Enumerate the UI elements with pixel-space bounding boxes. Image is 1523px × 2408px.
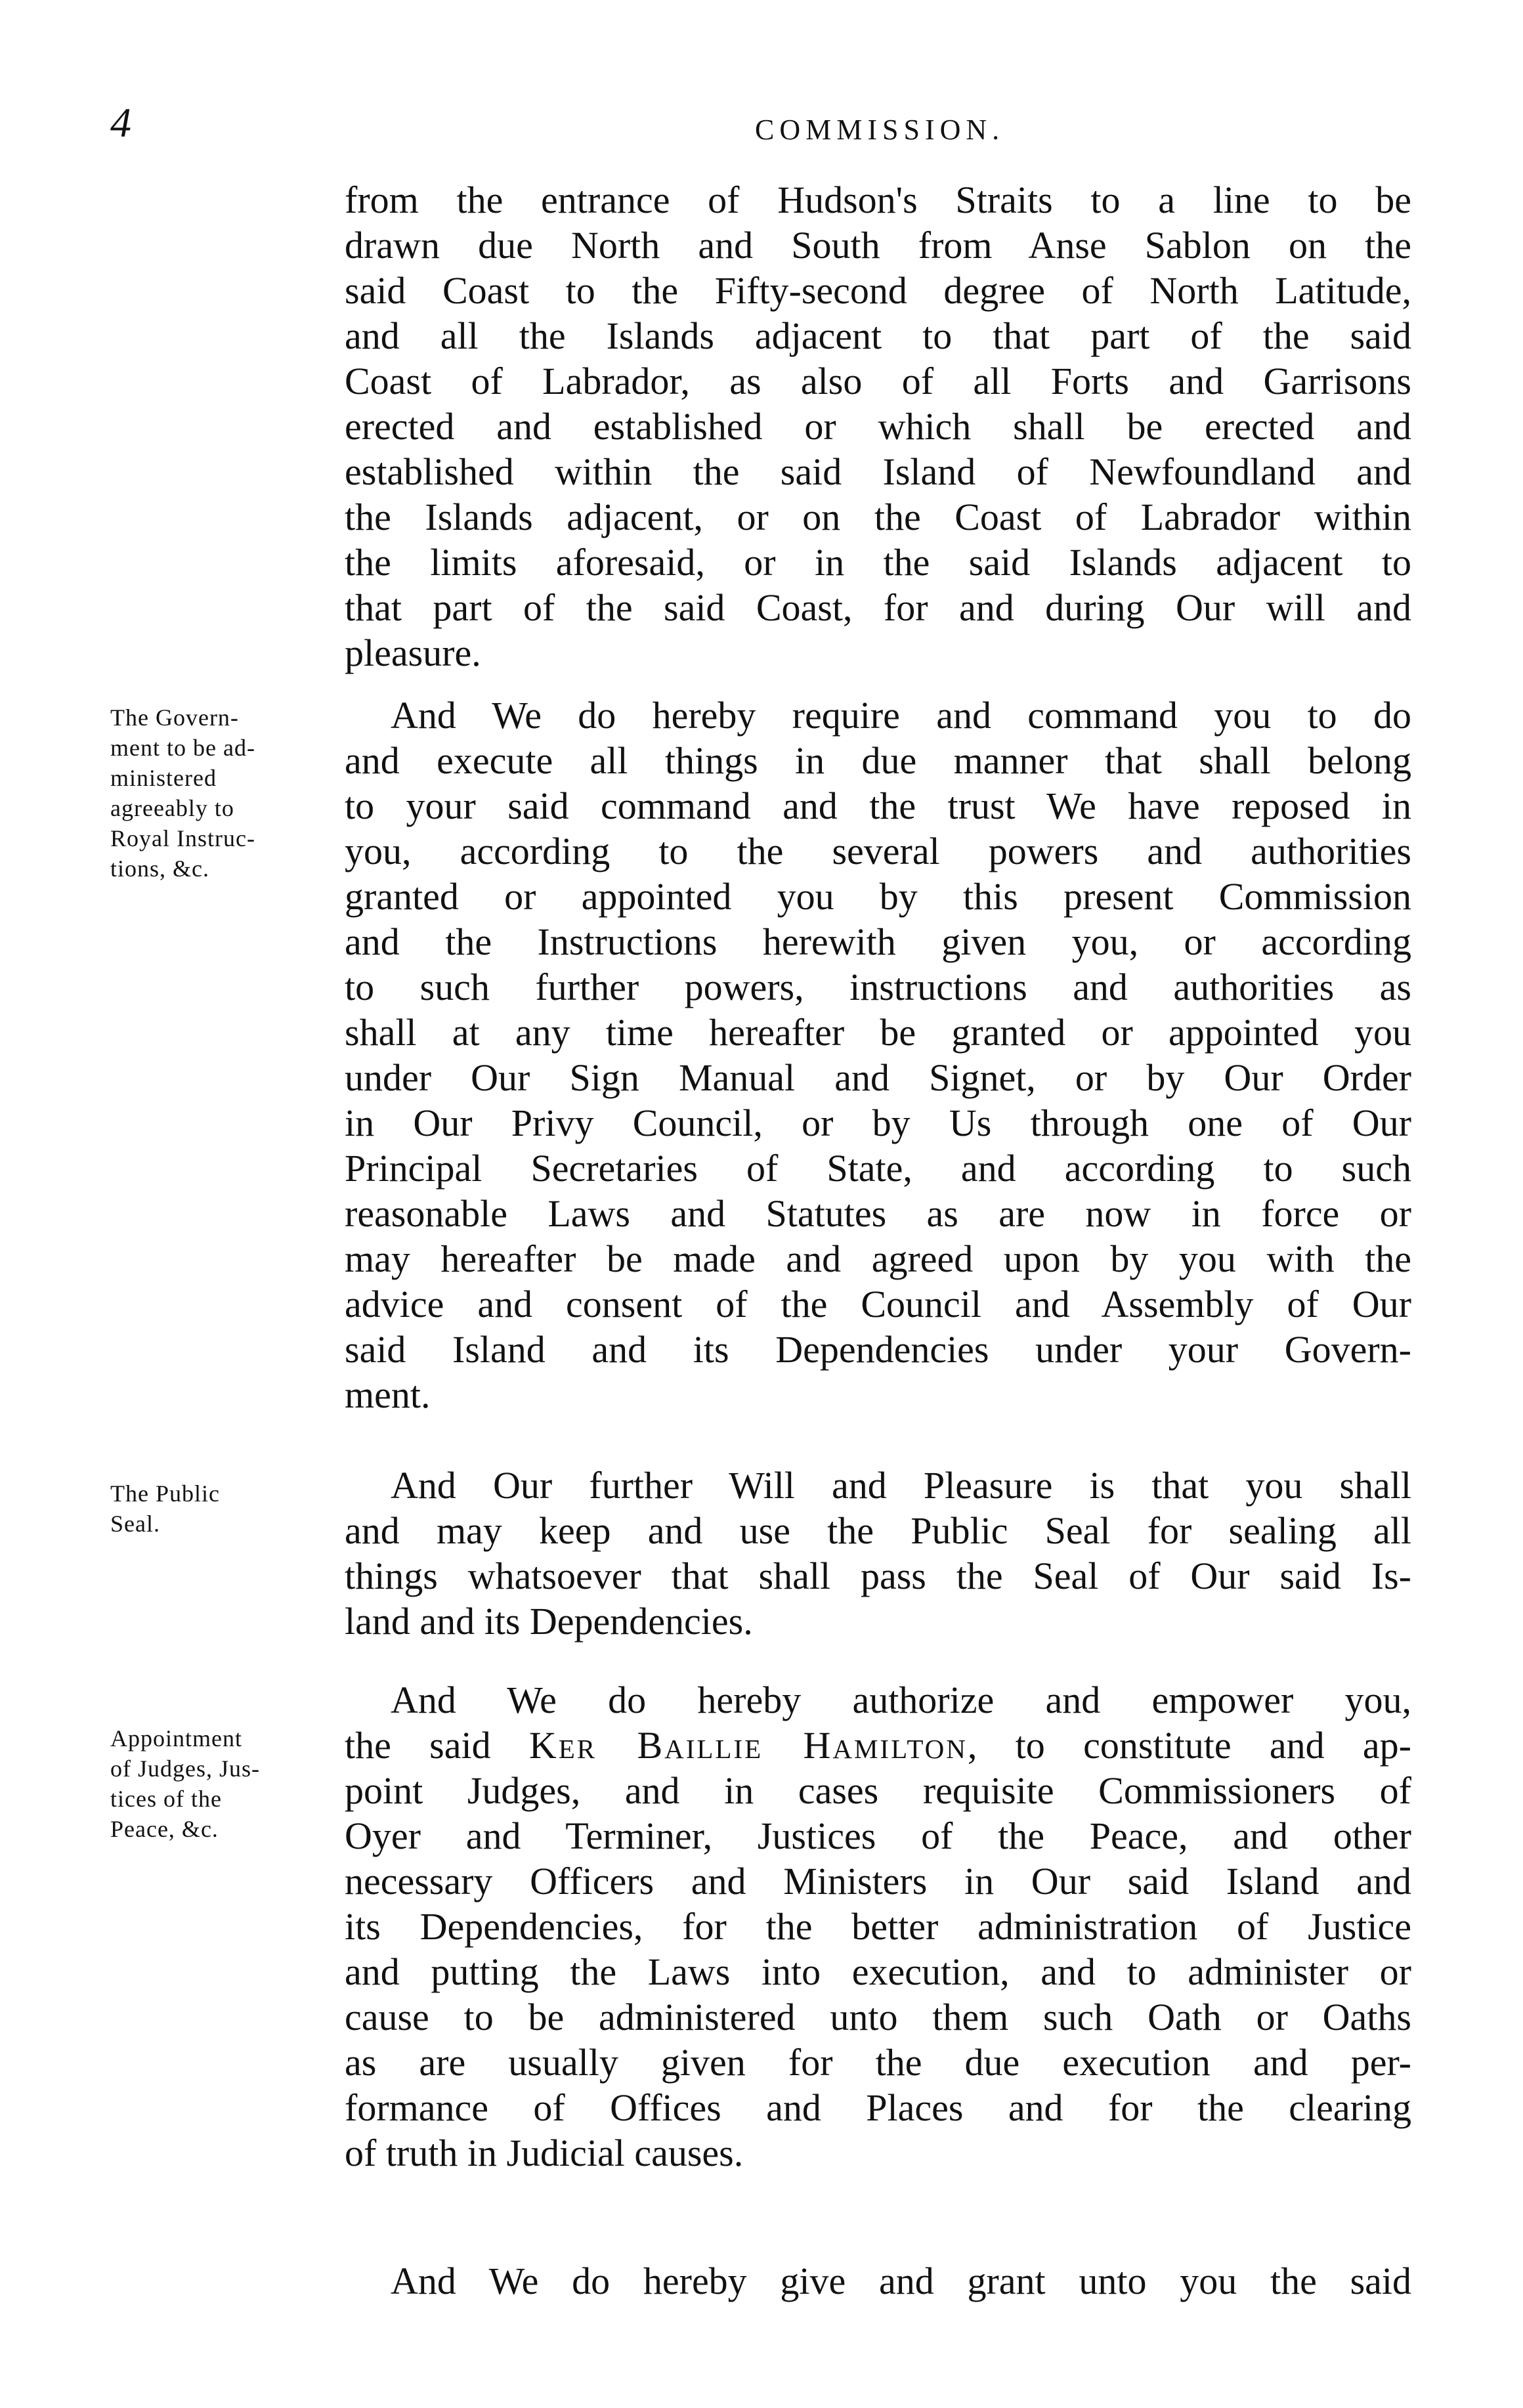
text-line: And We do hereby give and grant unto you the said: [391, 2260, 1411, 2302]
page-number: 4: [110, 99, 131, 146]
paragraph-public-seal: [345, 1463, 1411, 1644]
margin-line: tions, &c.: [110, 855, 209, 882]
paragraph-grant: [345, 2258, 1411, 2304]
text-line: necessary Officers and Ministers in Our said Island and: [345, 1860, 1411, 1903]
margin-line: ministered: [110, 765, 217, 791]
margin-note-seal: [110, 1478, 327, 1539]
text-line: may hereafter be made and agreed upon by you with the: [345, 1237, 1411, 1280]
text-line: things whatsoever that shall pass the Seal of Our said Is-: [345, 1555, 1411, 1597]
text-line: granted or appointed you by this present Commission: [345, 875, 1411, 918]
text-line: and putting the Laws into execution, and to administer or: [345, 1950, 1411, 1993]
text-fragment: , to constitute and ap-: [967, 1724, 1411, 1767]
text-line: reasonable Laws and Statutes as are now in force or: [345, 1192, 1411, 1235]
margin-line: The Govern-: [110, 704, 239, 731]
text-line: said Island and its Dependencies under your Govern-: [345, 1328, 1411, 1371]
text-line: cause to be administered unto them such Oath or Oaths: [345, 1996, 1411, 2038]
margin-note-judges: [110, 1723, 327, 1844]
text-line: point Judges, and in cases requisite Commissioners of: [345, 1769, 1411, 1812]
text-line: [345, 1723, 1411, 1768]
text-line: from the entrance of Hudson's Straits to a line to be: [345, 179, 1411, 221]
margin-line: agreeably to: [110, 795, 234, 821]
text-line: And Our further Will and Pleasure is that you shall: [391, 1464, 1411, 1507]
text-line: Coast of Labrador, as also of all Forts and Garrisons: [345, 360, 1411, 402]
margin-line: The Public: [110, 1480, 220, 1507]
margin-line: ment to be ad-: [110, 735, 255, 761]
text-line: Oyer and Terminer, Justices of the Peace, and other: [345, 1815, 1411, 1857]
text-line: under Our Sign Manual and Signet, or by Our Order: [345, 1056, 1411, 1099]
text-line: advice and consent of the Council and Assembly of Our: [345, 1283, 1411, 1325]
text-line: to your said command and the trust We have reposed in: [345, 785, 1411, 827]
paragraph-government: [345, 693, 1411, 1417]
text-line: of truth in Judicial causes.: [345, 2132, 744, 2174]
text-line: established within the said Island of Newfoundland and: [345, 450, 1411, 493]
text-line: land and its Dependencies.: [345, 1600, 753, 1643]
text-line: And We do hereby authorize and empower you,: [391, 1679, 1411, 1721]
text-line: and may keep and use the Public Seal for sealing all: [345, 1509, 1411, 1552]
governor-name: Ker Baillie Hamilton: [528, 1724, 968, 1767]
margin-line: Seal.: [110, 1511, 160, 1537]
paragraph-territory: [345, 177, 1411, 676]
text-line: erected and established or which shall be erected and: [345, 405, 1411, 448]
text-line: as are usually given for the due execution and per-: [345, 2041, 1411, 2084]
margin-line: of Judges, Jus-: [110, 1755, 260, 1782]
text-line: the limits aforesaid, or in the said Islands adjacent to: [345, 541, 1411, 584]
margin-note-government: [110, 702, 327, 884]
text-line: pleasure.: [345, 632, 481, 674]
margin-line: Peace, &c.: [110, 1816, 219, 1842]
margin-line: tices of the: [110, 1786, 222, 1812]
text-line: drawn due North and South from Anse Sablon on the: [345, 224, 1411, 267]
text-line: shall at any time hereafter be granted or appointed you: [345, 1011, 1411, 1054]
text-line: the Islands adjacent, or on the Coast of Labrador within: [345, 496, 1411, 538]
margin-line: Royal Instruc-: [110, 825, 255, 851]
text-line: to such further powers, instructions and authorities as: [345, 966, 1411, 1008]
text-line: that part of the said Coast, for and during Our will and: [345, 586, 1411, 629]
text-line: Principal Secretaries of State, and according to such: [345, 1147, 1411, 1190]
text-line: you, according to the several powers and authorities: [345, 830, 1411, 872]
text-line: formance of Offices and Places and for the clearing: [345, 2086, 1411, 2129]
text-fragment: the said: [345, 1724, 529, 1767]
text-line: And We do hereby require and command you to do: [391, 694, 1411, 737]
text-line: and execute all things in due manner that shall belong: [345, 739, 1411, 782]
running-head: COMMISSION.: [755, 114, 1005, 146]
text-line: its Dependencies, for the better administration of Justice: [345, 1905, 1411, 1948]
margin-line: Appointment: [110, 1725, 242, 1752]
text-line: and all the Islands adjacent to that part of the said: [345, 314, 1411, 357]
text-line: ment.: [345, 1373, 431, 1416]
text-line: in Our Privy Council, or by Us through one of Our: [345, 1102, 1411, 1144]
text-line: and the Instructions herewith given you, or according: [345, 920, 1411, 963]
text-line: said Coast to the Fifty-second degree of North Latitude,: [345, 269, 1411, 312]
paragraph-appointment: [345, 1677, 1411, 2176]
